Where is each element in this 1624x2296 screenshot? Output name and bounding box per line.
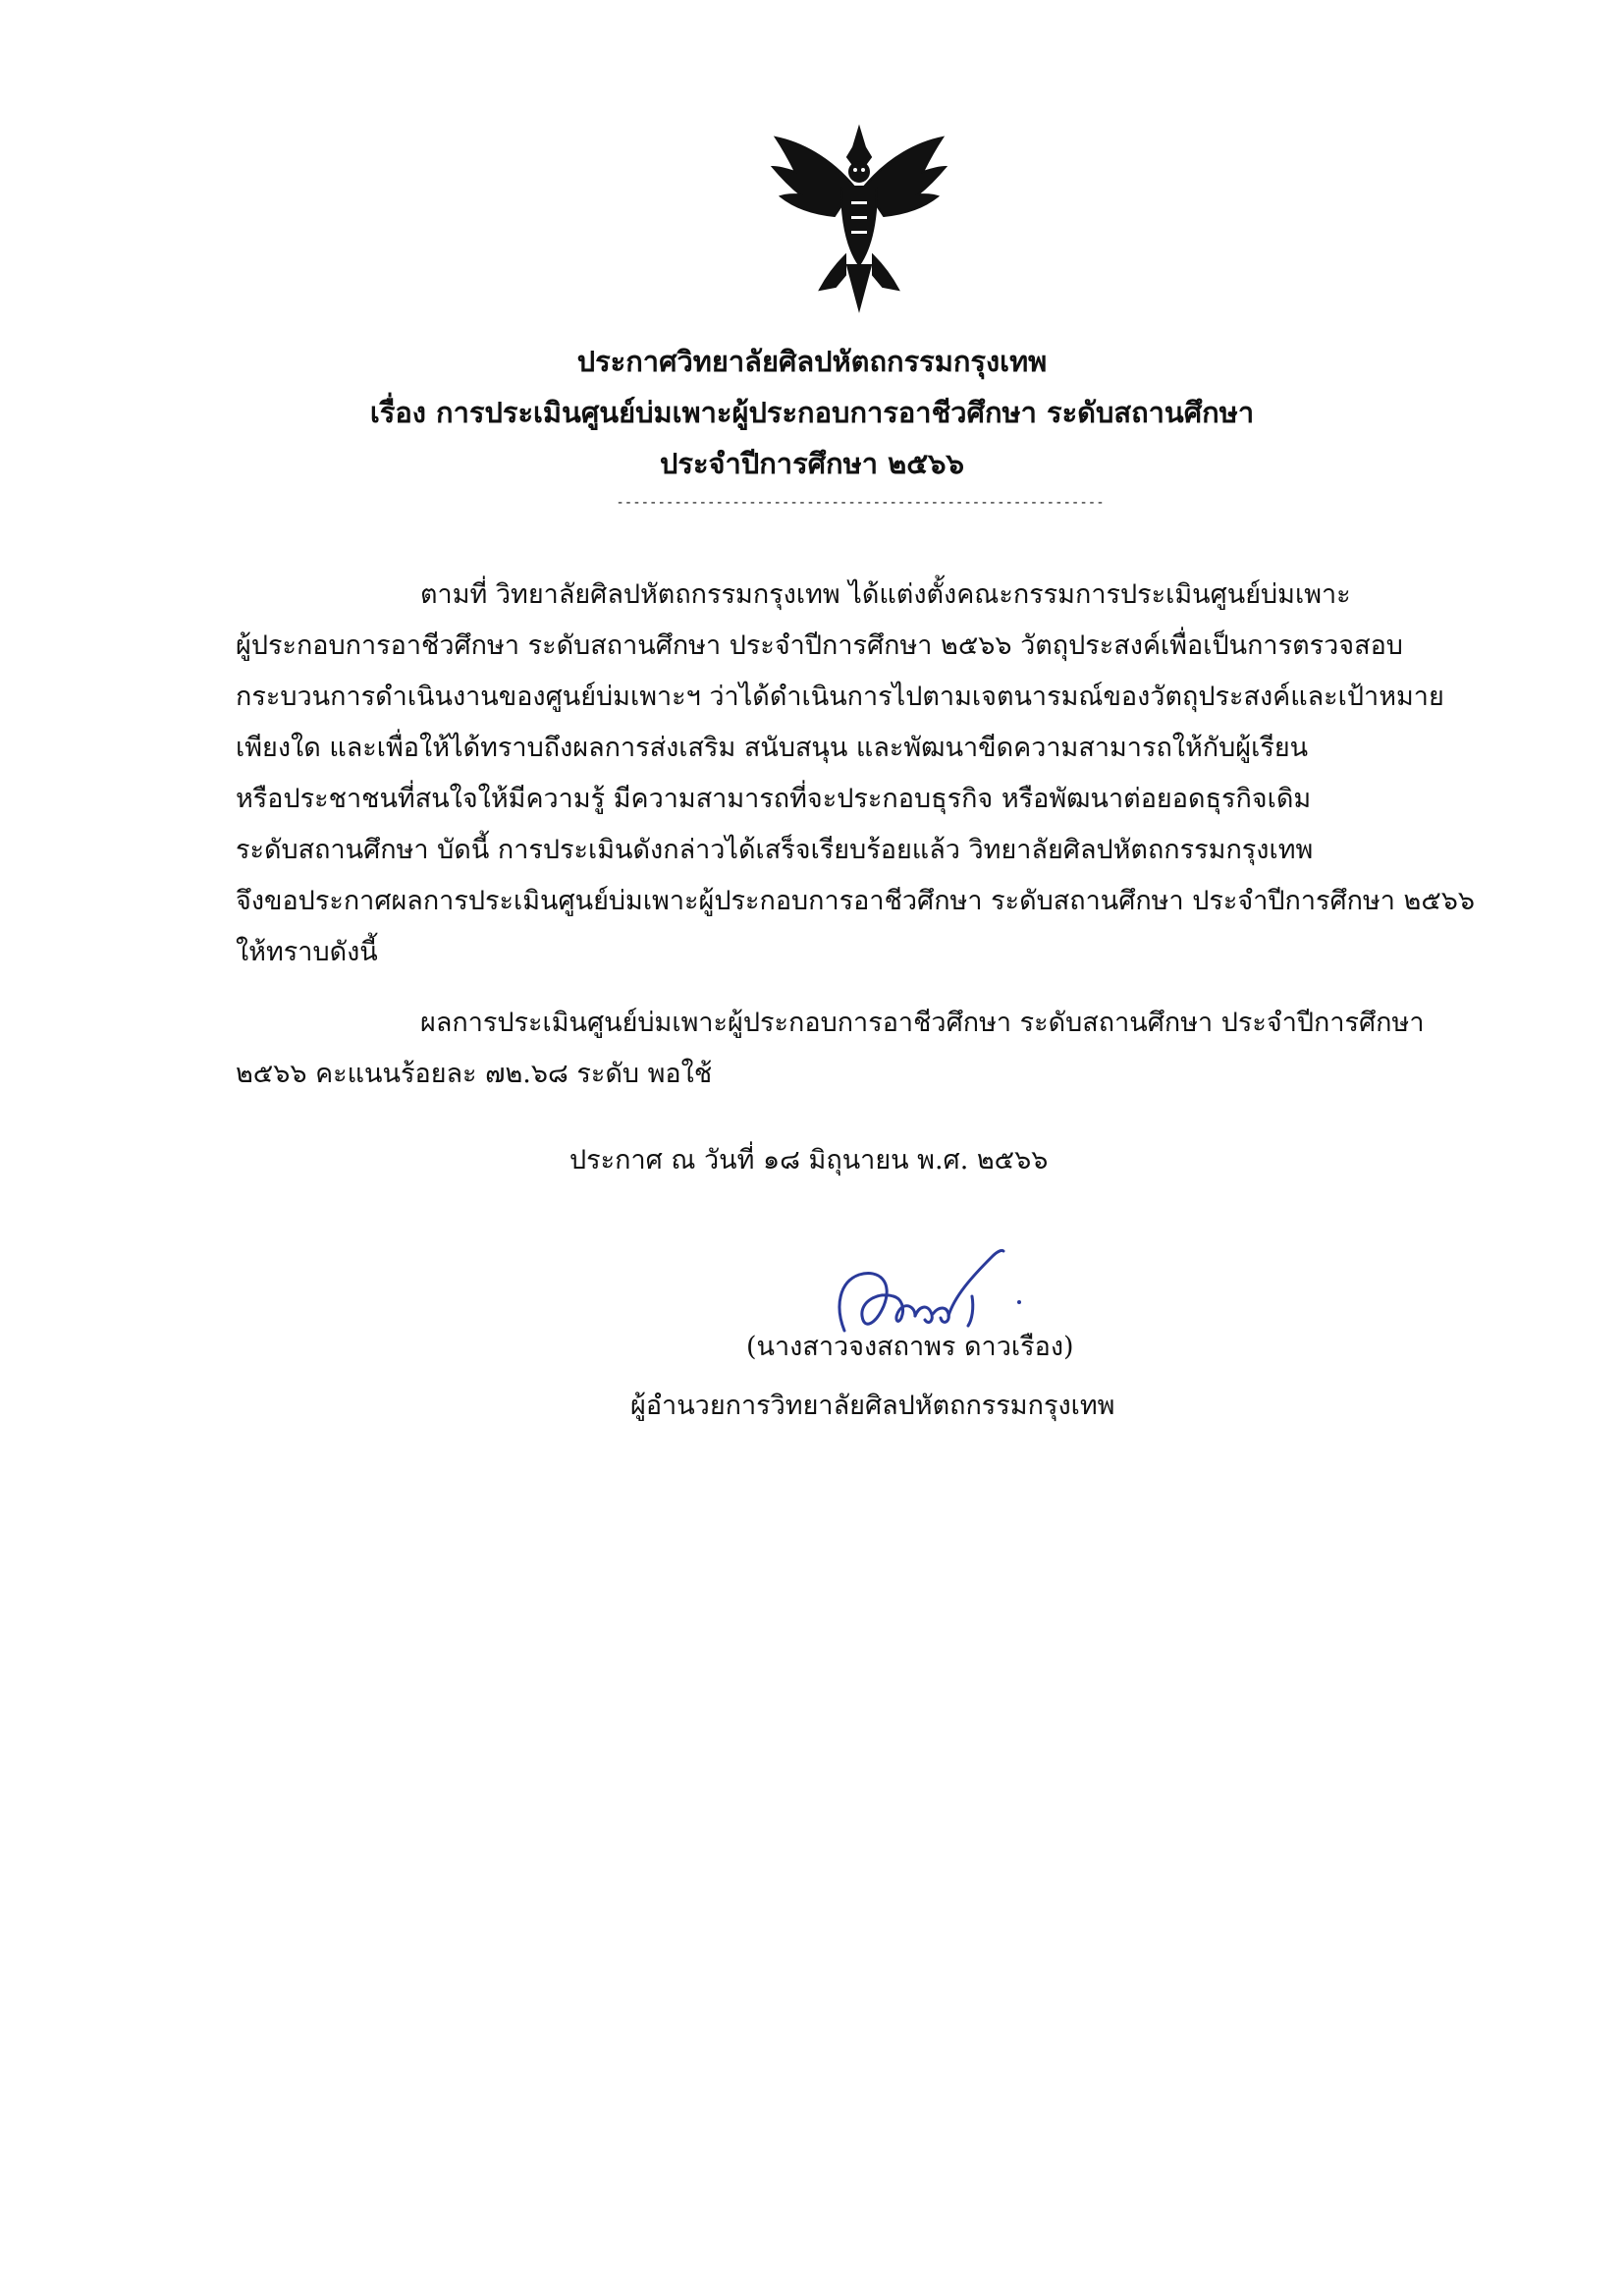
- signatory-title: ผู้อำนวยการวิทยาลัยศิลปหัตถกรรมกรุงเทพ: [630, 1391, 1115, 1421]
- paragraph-1-line-6: ระดับสถานศึกษา บัดนี้ การประเมินดังกล่าวได้เสร็จเรียบร้อยแล้ว วิทยาลัยศิลปหัตถกรรมกรุงเทพ: [236, 835, 1314, 865]
- paragraph-1-line-3: กระบวนการดำเนินงานของศูนย์บ่มเพาะฯ ว่าได้ดำเนินการไปตามเจตนารมณ์ของวัตถุประสงค์และเป้าหมาย: [236, 682, 1444, 712]
- paragraph-2-line-2: ๒๕๖๖ คะแนนร้อยละ ๗๒.๖๘ ระดับ พอใช้: [236, 1059, 713, 1089]
- paragraph-2-line-1: ผลการประเมินศูนย์บ่มเพาะผู้ประกอบการอาชีวศึกษา ระดับสถานศึกษา ประจำปีการศึกษา: [420, 1008, 1425, 1038]
- announcement-title: ประกาศวิทยาลัยศิลปหัตถกรรมกรุงเทพ: [576, 345, 1048, 378]
- announcement-year: ประจำปีการศึกษา ๒๕๖๖: [659, 447, 964, 480]
- announcement-date: ประกาศ ณ วันที่ ๑๘ มิถุนายน พ.ศ. ๒๕๖๖: [569, 1145, 1049, 1175]
- paragraph-1-line-1: ตามที่ วิทยาลัยศิลปหัตถกรรมกรุงเทพ ได้แต่งตั้งคณะกรรมการประเมินศูนย์บ่มเพาะ: [420, 579, 1351, 610]
- paragraph-1-line-8: ให้ทราบดังนี้: [236, 937, 378, 967]
- paragraph-1-line-7: จึงขอประกาศผลการประเมินศูนย์บ่มเพาะผู้ประกอบการอาชีวศึกษา ระดับสถานศึกษา ประจำปีการศึกษา ๒๕๖๖: [236, 886, 1476, 916]
- header-divider: -----------------------------------------------------------: [616, 495, 1105, 511]
- paragraph-1-line-5: หรือประชาชนที่สนใจให้มีความรู้ มีความสามารถที่จะประกอบธุรกิจ หรือพัฒนาต่อยอดธุรกิจเดิม: [236, 784, 1312, 814]
- paragraph-1-line-4: เพียงใด และเพื่อให้ได้ทราบถึงผลการส่งเสริม สนับสนุน และพัฒนาขีดความสามารถให้กับผู้เรียน: [236, 733, 1309, 763]
- garuda-emblem-icon: [761, 118, 957, 314]
- announcement-subject: เรื่อง การประเมินศูนย์บ่มเพาะผู้ประกอบการอาชีวศึกษา ระดับสถานศึกษา: [369, 396, 1255, 429]
- signatory-name: (นางสาวจงสถาพร ดาวเรือง): [746, 1332, 1074, 1362]
- paragraph-1-line-2: ผู้ประกอบการอาชีวศึกษา ระดับสถานศึกษา ประจำปีการศึกษา ๒๕๖๖ วัตถุประสงค์เพื่อเป็นการตรวจสอบ: [236, 630, 1403, 661]
